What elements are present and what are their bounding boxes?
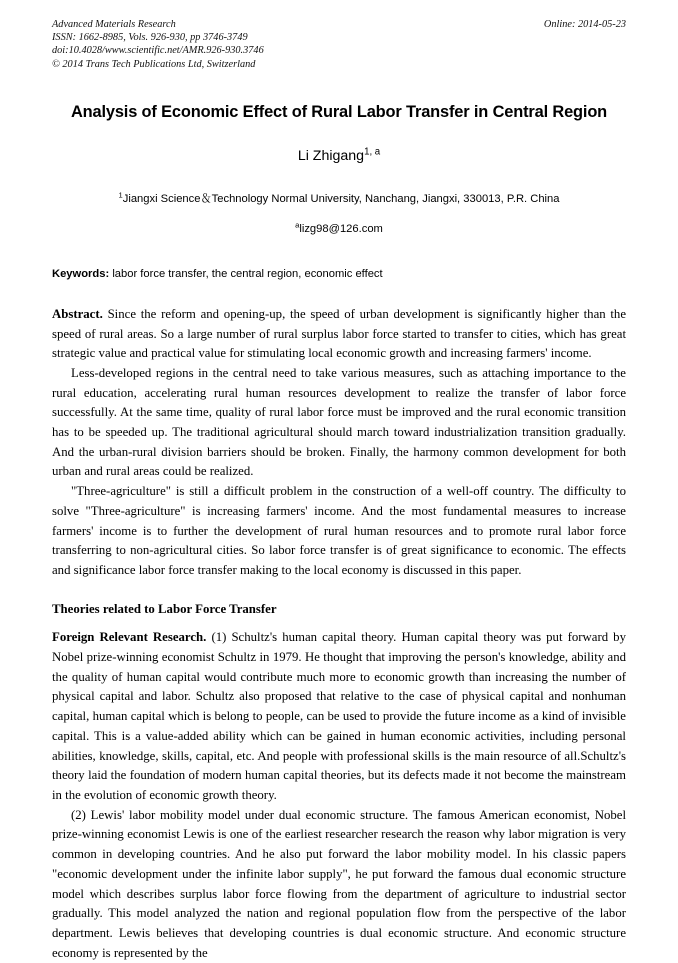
author-superscript: 1, a [364,146,381,158]
section-heading-theories: Theories related to Labor Force Transfer [52,601,277,616]
paper-title: Analysis of Economic Effect of Rural Labor Transfer in Central Region [70,102,608,121]
subsection-foreign-relevant-research [52,628,626,805]
journal-issn-line: ISSN: 1662-8985, Vols. 926-930, pp 3746-3749 [52,32,248,44]
paper-body [52,305,626,963]
subsection-text-1: (1) Schultz's human capital theory. Human capital theory was put forward by Nobel prize-winning economist Schultz in 1979. He thought that improving the person's knowledge, ability and the quality of human capital would contribute much more to economic growth than increasing the number of physical capital and labor. Schultz also proposed that relative to the case of physical capital and nonhuman capital, human capital which is belong to people, can be used to provide the future income as a kind of invisible capital. This is a value-added ability which can be gained in human economic activities, including personal abilities, knowledge, skills, capital, etc. And people with professional skills is the main resource of all.Schultz's theory laid the foundation of modern human capital theories, but its defects made it not become the mainstream in the evolution of economic growth theory. [52,630,626,802]
affiliation-text: Jiangxi Science＆Technology Normal University, Nanchang, Jiangxi, 330013, P.R. China [122,192,560,205]
author-line [52,148,626,164]
keywords-label: Keywords: [52,267,110,280]
keywords-value: labor force transfer, the central region, economic effect [112,267,383,280]
author-name: Li Zhigang [297,147,365,164]
journal-masthead [52,18,626,71]
journal-doi-line: doi:10.4028/www.scientific.net/AMR.926-930.3746 [52,45,264,57]
abstract-text-1: Since the reform and opening-up, the speed of urban development is significantly higher than the speed of rural areas. So a large number of rural surplus labor force started to transfer to cities, which has great strategic value and practical value for stimulating local economic growth and increasing farmers' income. [52,306,626,361]
subsection-paragraph-2: (2) Lewis' labor mobility model under dual economic structure. The famous American economist, Nobel prize-winning economist Lewis is one of the earliest researcher research the reason why labor migration is very common in developing countries. And he also put forward the labor mobility model. In his classic papers "economic development under the infinite labor supply", he put forward the famous dual economic structure model which describes surplus labor force flowing from the department of agriculture to industrial sector gradually. This model analyzed the nation and regional population flow from the perspective of the labor department. Lewis believes that developing countries is dual economic structure. And economic structure economy is represented by the [52,807,626,960]
journal-name: Advanced Materials Research [52,19,176,30]
email-superscript: a [295,220,300,230]
abstract-paragraph-1 [52,305,626,364]
author-email: lizg98@126.com [299,222,383,235]
affiliation-line [52,190,626,206]
email-line [52,220,626,235]
abstract-paragraph-2: Less-developed regions in the central need to take various measures, such as attaching importance to the rural education, accelerating rural human resources development to realize the transfer of labor force successfully. At the same time, quality of rural labor force must be improved and the rural economic transition has to be speeded up. The traditional agricultural should march toward industrialization transition gradually. And the urban-rural division barriers should be broken. Finally, the harmony common development for both urban and rural areas could be realized. [52,365,626,479]
subsection-lead-label: Foreign Relevant Research. [52,630,207,645]
abstract-paragraph-3: "Three-agriculture" is still a difficult problem in the construction of a well-off country. The difficulty to solve "Three-agriculture" is increasing farmers' income. And the most fundamental measures to increase farmers' income is to further the development of rural human resources and to promote rural labor force transferring to non-agricultural cities. So labor force transfer is of great significance to economic. The effects and significance labor force transfer making to the local economy is discussed in this paper. [52,484,626,577]
keywords-line [52,268,626,280]
journal-copyright-line: © 2014 Trans Tech Publications Ltd, Switzerland [52,58,256,70]
abstract-label: Abstract. [52,306,103,321]
online-publication-date: Online: 2014-05-23 [543,19,626,30]
affiliation-superscript: 1 [118,190,123,200]
